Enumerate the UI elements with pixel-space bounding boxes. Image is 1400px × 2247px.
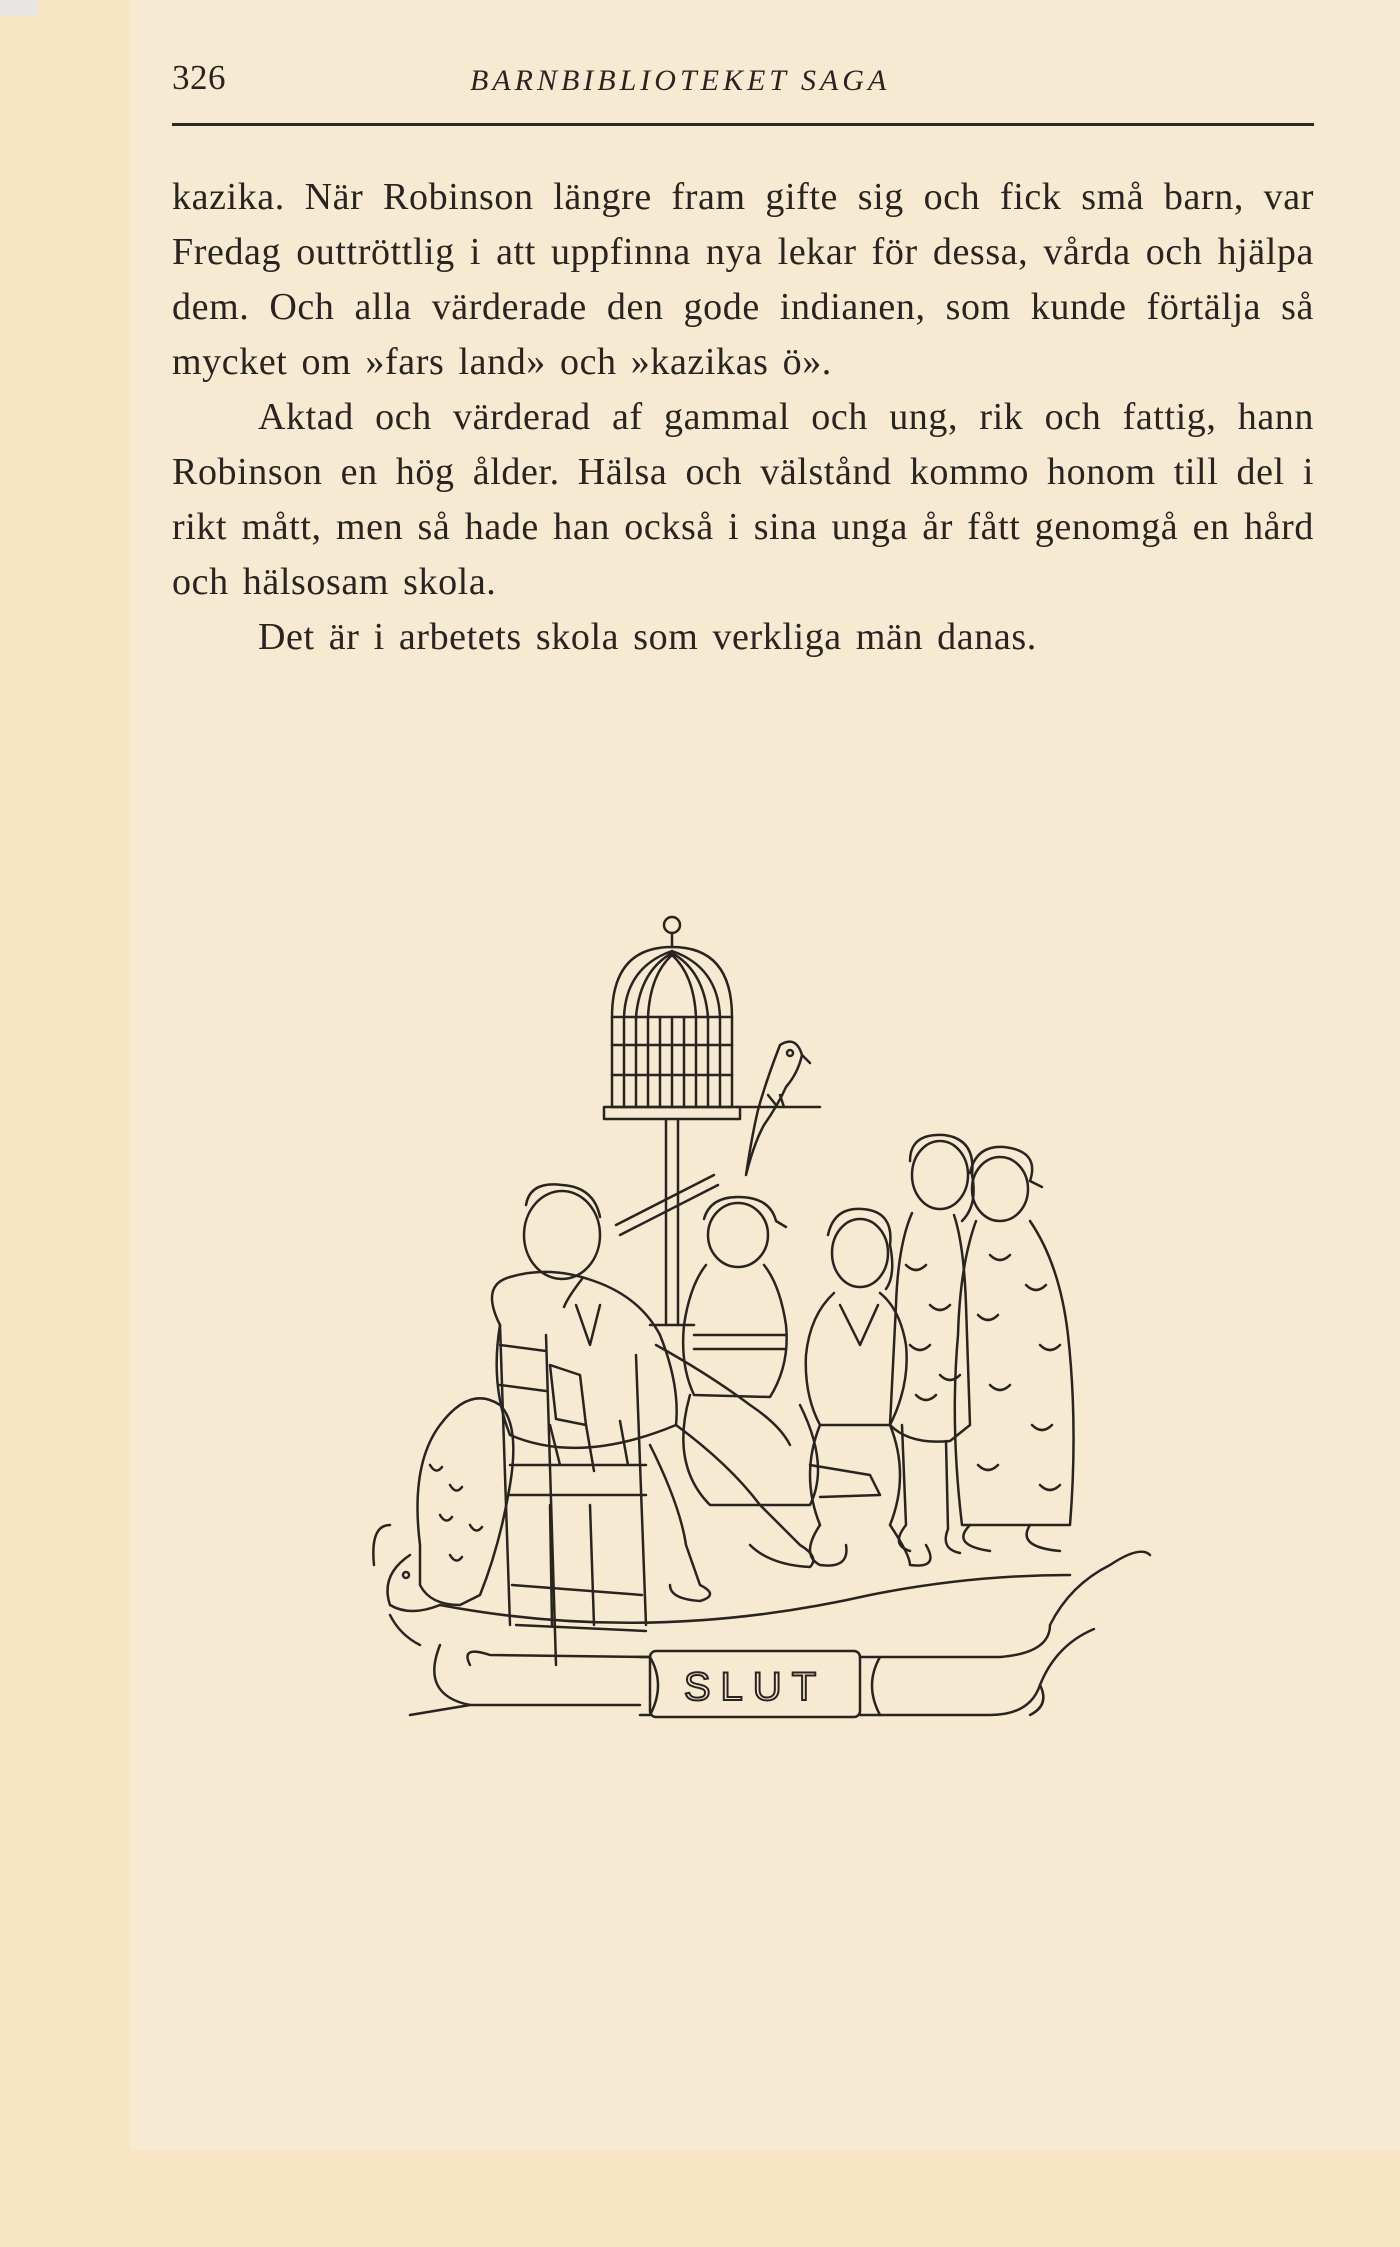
seated-boy-drawing: [806, 1209, 931, 1566]
paragraph-2: Aktad och värderad af gammal och ung, rik och fattig, hann Robinson en hög ålder. Hälsa och välstånd kommo honom till del i rikt mått, men så hade han också i sina unga år fått genomgå en hård och hälsosam skola.: [172, 396, 1314, 603]
page-number: 326: [172, 58, 226, 97]
chair-drawing: [500, 1325, 646, 1665]
end-illustration: [350, 905, 1170, 1735]
paragraph-1: kazika. När Robinson längre fram gifte sig och fick små barn, var Fredag outtröttlig i att uppfinna nya lekar för dessa, vårda och hjälpa dem. Och alla värderade den gode indianen, som kunde förtälja så mycket om »fars land» och »kazikas ö».: [172, 176, 1314, 383]
parrot-drawing: [736, 1042, 820, 1175]
standing-girl-2-drawing: [955, 1147, 1074, 1551]
header-rule: [172, 123, 1314, 126]
page-header: [172, 52, 1312, 108]
standing-girl-1-drawing: [890, 1135, 974, 1553]
dog-drawing: [373, 1398, 513, 1611]
body-text: [172, 170, 1314, 665]
banner-text: SLUT: [683, 1665, 827, 1709]
stand-drawing: [616, 1119, 718, 1325]
scan-corner-mark: [0, 0, 38, 16]
birdcage-drawing: [604, 917, 740, 1119]
illustration-drawing: [350, 905, 1170, 1735]
seated-girl-drawing: [683, 1197, 880, 1505]
ground-line-drawing: [440, 1575, 1070, 1623]
paragraph-3: Det är i arbetets skola som verkliga män danas.: [258, 616, 1037, 658]
running-title: BARNBIBLIOTEKET SAGA: [470, 64, 891, 97]
